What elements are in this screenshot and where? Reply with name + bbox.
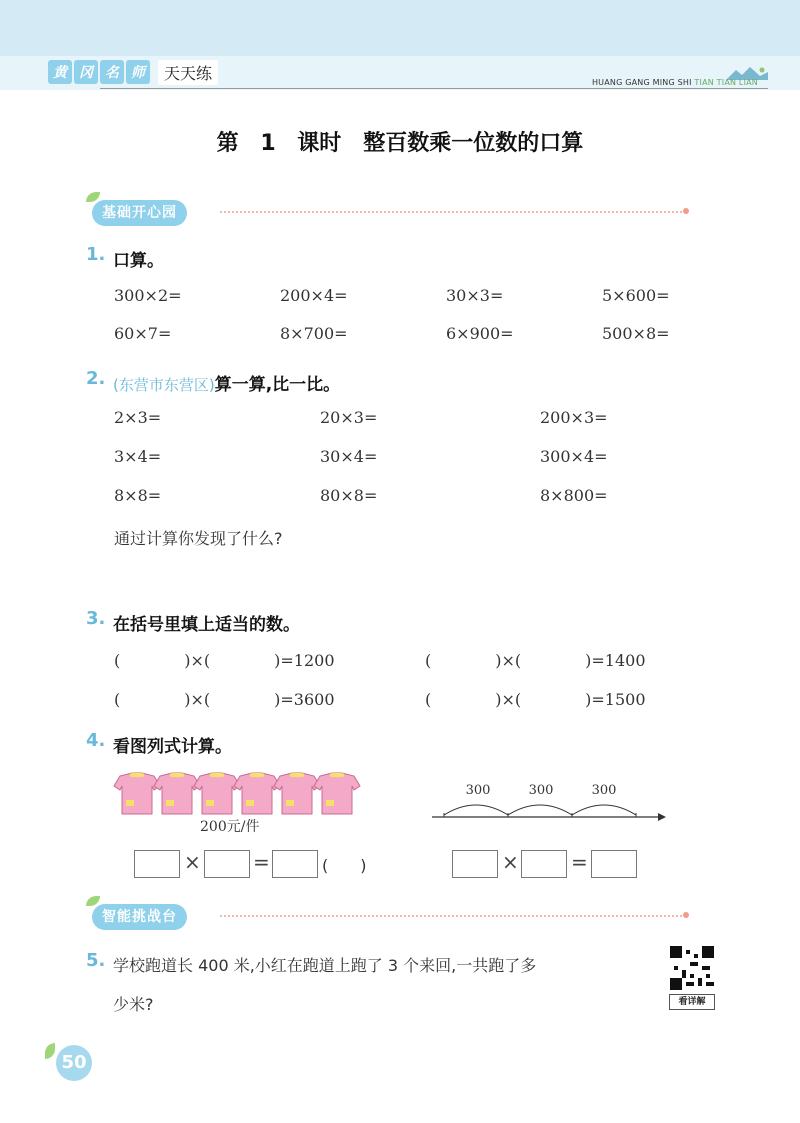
question-text: 学校跑道长 400 米,小红在跑道上跑了 3 个来回,一共跑了多 [113, 956, 537, 975]
expression: 500×8= [602, 324, 670, 343]
brand-char: 师 [126, 60, 150, 84]
leaf-icon [86, 192, 100, 202]
page-number: 50 [61, 1052, 87, 1073]
expression: 8×8= [114, 486, 162, 505]
expression: 200×3= [540, 408, 608, 427]
fill-in-row: ( )×( )=1200 [114, 651, 335, 670]
question-prompt: 通过计算你发现了什么? [114, 529, 283, 548]
answer-box[interactable] [452, 850, 498, 878]
fill-in-row: ( )×( )=3600 [114, 690, 335, 709]
question-source: (东营市东营区) [113, 376, 215, 394]
line-segment-label: 300 [591, 783, 617, 798]
answer-box[interactable] [134, 850, 180, 878]
times-sign: × [502, 850, 519, 874]
expression: 300×2= [114, 286, 182, 305]
question-text: 看图列式计算。 [113, 737, 232, 757]
question-number: 4. [86, 730, 106, 751]
expression: 5×600= [602, 286, 670, 305]
fill-in-row: ( )×( )=1400 [425, 651, 646, 670]
equals-sign: = [253, 850, 270, 874]
series-name: 天天练 [158, 60, 218, 85]
qr-code-icon[interactable] [670, 946, 714, 990]
brand-char: 黄 [48, 60, 72, 84]
answer-box[interactable] [591, 850, 637, 878]
page-title: 第 1 课时 整百数乘一位数的口算 [216, 131, 584, 156]
number-line-diagram [430, 770, 666, 826]
answer-box[interactable] [521, 850, 567, 878]
dotted-divider [220, 211, 682, 213]
expression: 8×800= [540, 486, 608, 505]
expression: 2×3= [114, 408, 162, 427]
brand-char: 名 [100, 60, 124, 84]
leaf-icon [45, 1043, 55, 1059]
expression: 30×4= [320, 447, 378, 466]
answer-box[interactable] [272, 850, 318, 878]
question-number: 3. [86, 608, 106, 629]
expression: 80×8= [320, 486, 378, 505]
expression: 6×900= [446, 324, 514, 343]
brand-char: 冈 [74, 60, 98, 84]
section-basic: 基础开心园 [92, 200, 187, 226]
price-label: 200元/件 [200, 819, 260, 835]
divider-dot [683, 208, 689, 214]
question-text: 少米? [113, 995, 154, 1014]
question-number: 2. [86, 368, 106, 389]
question-text: 在括号里填上适当的数。 [113, 615, 300, 635]
expression: 60×7= [114, 324, 172, 343]
answer-box[interactable] [204, 850, 250, 878]
line-segment-label: 300 [465, 783, 491, 798]
divider-dot [683, 912, 689, 918]
brand-logo [48, 60, 218, 84]
expression: 20×3= [320, 408, 378, 427]
dotted-divider [220, 915, 682, 917]
expression: 3×4= [114, 447, 162, 466]
fill-in-row: ( )×( )=1500 [425, 690, 646, 709]
question-number: 5. [86, 950, 106, 971]
header-divider [100, 88, 768, 89]
times-sign: × [184, 850, 201, 874]
expression: 300×4= [540, 447, 608, 466]
clothes-illustration [112, 772, 362, 816]
unit-parens: ( ) [322, 856, 367, 875]
expression: 30×3= [446, 286, 504, 305]
equals-sign: = [571, 850, 588, 874]
expression: 8×700= [280, 324, 348, 343]
question-number: 1. [86, 244, 106, 265]
line-segment-label: 300 [528, 783, 554, 798]
qr-label[interactable]: 看详解 [669, 994, 715, 1010]
header-english: HUANG GANG MING SHI TIAN TIAN LIAN [591, 78, 758, 87]
question-text: (东营市东营区)算一算,比一比。 [113, 375, 341, 395]
expression: 200×4= [280, 286, 348, 305]
leaf-icon [86, 896, 100, 906]
question-text: 口算。 [113, 251, 164, 271]
section-challenge: 智能挑战台 [92, 904, 187, 930]
